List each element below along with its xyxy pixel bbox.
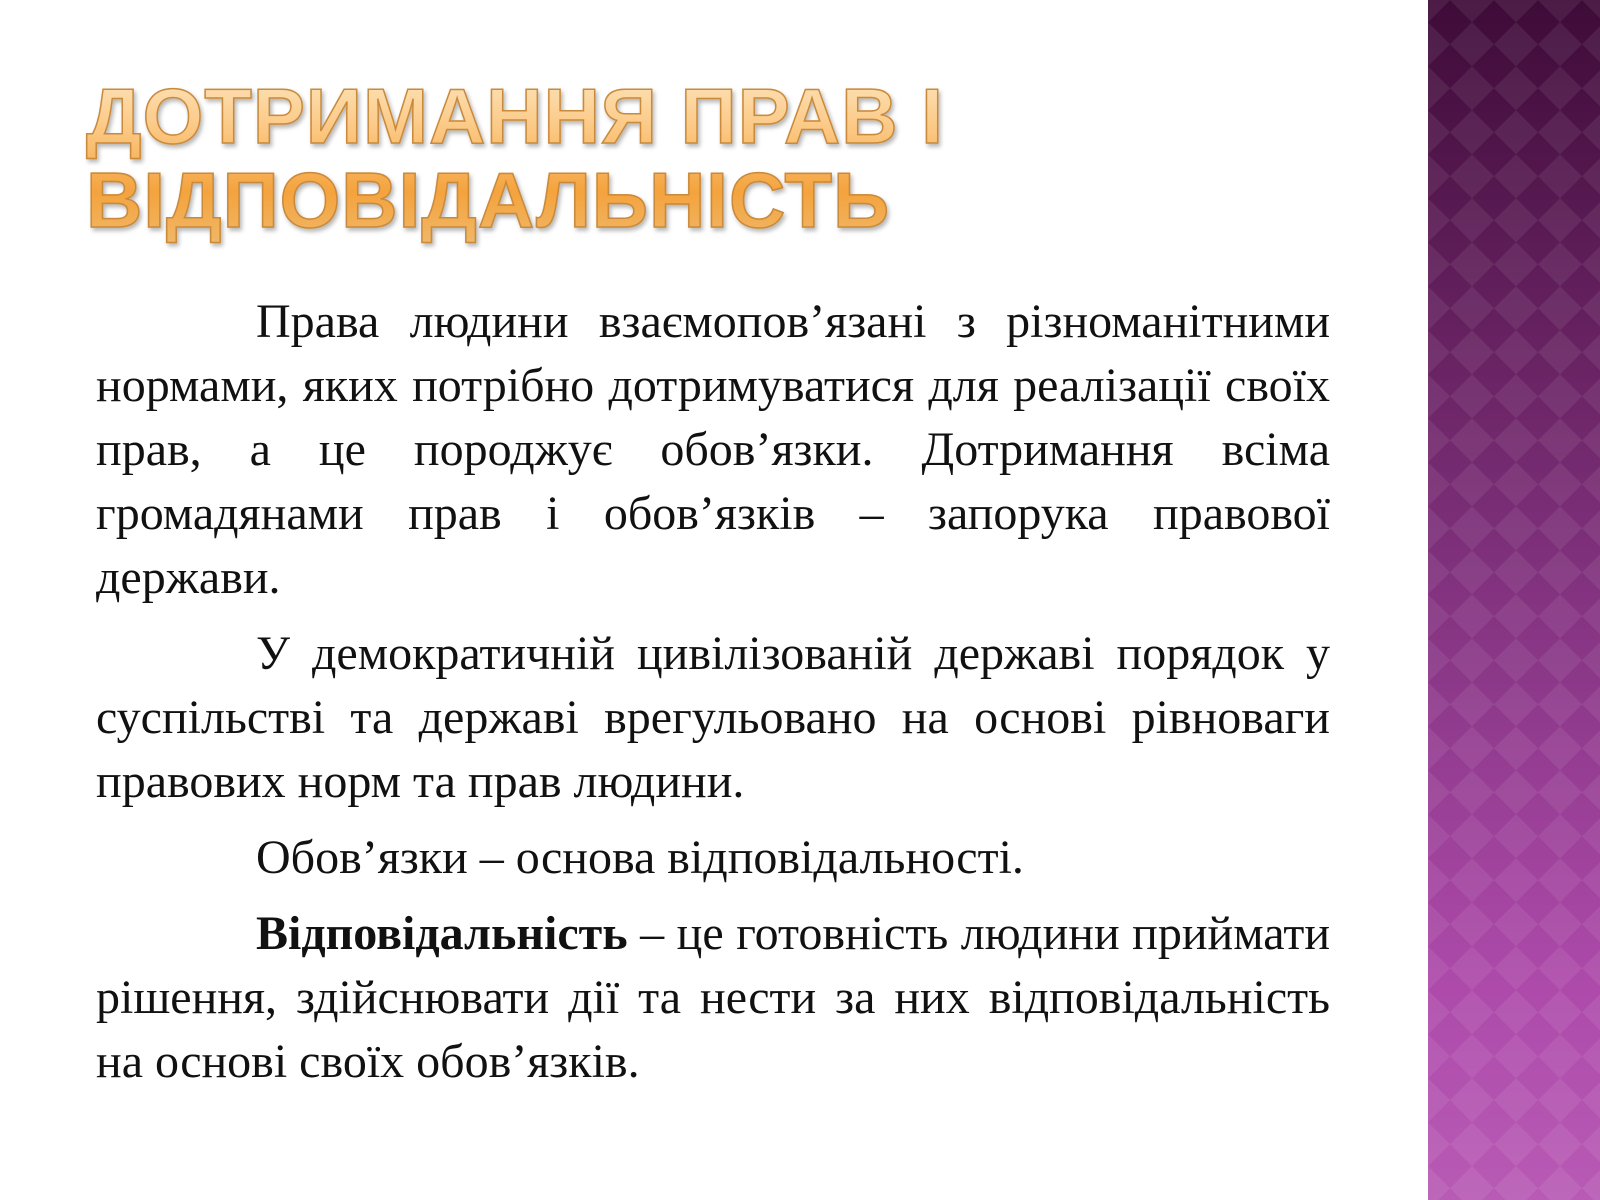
slide-title: ДОТРИМАННЯ ПРАВ І ВІДПОВІДАЛЬНІСТЬ <box>86 74 1386 242</box>
paragraph-duties: Обов’язки – основа відповідальності. <box>256 831 1024 884</box>
paragraph-rights: Права людини взаємопов’язані з різноманітними нормами, яких потрібно дотримуватися для реалізації своїх прав, а це породжує обов’язки. Дотримання всіма громадянами прав і обов’язків – запорука правової держави. <box>96 295 1330 604</box>
definition-text: – це готовність людини приймати рішення, здійснювати дії та нести за них відповідальність на основі своїх обов’язків. <box>96 907 1330 1088</box>
paragraph-democratic-state: У демократичній цивілізованій державі порядок у суспільстві та державі врегульовано на основі рівноваги правових норм та прав людини. <box>96 627 1330 808</box>
slide-body <box>96 290 1330 1106</box>
term-responsibility: Відповідальність <box>256 907 628 960</box>
paragraph-responsibility-definition <box>96 902 1330 1094</box>
decorative-side-band <box>1428 0 1600 1200</box>
